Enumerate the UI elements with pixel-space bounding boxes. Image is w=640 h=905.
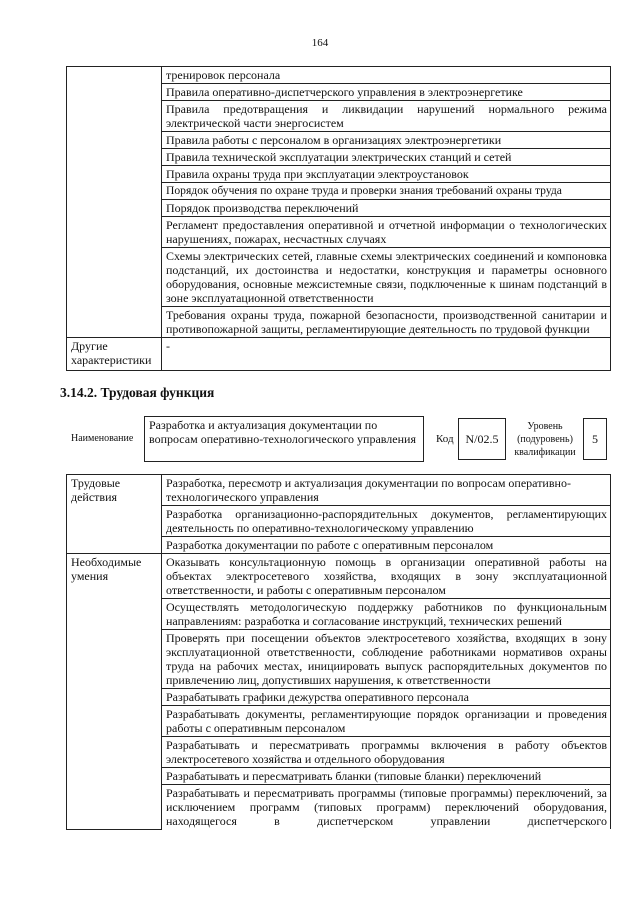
function-name: Разработка и актуализация документации по вопросам оперативно-технологического управления — [149, 418, 416, 446]
code-box — [458, 418, 506, 460]
table-row: Схемы электрических сетей, главные схемы электрических соединений и компоновка подстанций, их достоинства и недостатки, конструкция и параметры основного оборудования, основные межсистемные связи, подключенные к шинам подстанций в зоне эксплуатационной ответственности — [162, 248, 611, 307]
section-title: 3.14.2. Трудовая функция — [60, 385, 215, 400]
table-row: Разработка, пересмотр и актуализация документации по вопросам оперативно-технологического управления — [162, 475, 611, 506]
skills-label: Необходимые умения — [67, 554, 162, 830]
table-row: Порядок обучения по охране труда и проверки знания требований охраны труда — [162, 183, 611, 200]
table-row: Разработка организационно-распорядительных документов, регламентирующих деятельность по оперативно-технологическому управлению — [162, 506, 611, 537]
table-row: Правила технической эксплуатации электрических станций и сетей — [162, 149, 611, 166]
level-value: 5 — [592, 432, 598, 446]
table-row: Оказывать консультационную помощь в организации оперативной работы на объектах электросетевого хозяйства, входящих в зону эксплуатационной ответственности, и работы с оперативным персоналом — [162, 554, 611, 599]
table-row: Правила предотвращения и ликвидации нарушений нормального режима электрической части энергосистем — [162, 101, 611, 132]
table-row: Порядок производства переключений — [162, 200, 611, 217]
page-number: 164 — [311, 37, 329, 49]
table-row: Разрабатывать графики дежурства оперативного персонала — [162, 689, 611, 706]
level-box — [583, 418, 607, 460]
name-label: Наименование — [71, 433, 134, 444]
table-row: Правила охраны труда при эксплуатации электроустановок — [162, 166, 611, 183]
table-row: Осуществлять методологическую поддержку работников по функциональным направлениям: разработка и согласование инструкций, технических решений — [162, 599, 611, 630]
table-cell-empty — [67, 67, 162, 338]
function-name-box — [144, 416, 424, 462]
table-row: Разрабатывать и пересматривать программы включения в работу объектов электросетевого хозяйства и отдельного оборудования — [162, 737, 611, 768]
code-label: Код — [436, 433, 454, 445]
labor-actions-label: Трудовые действия — [67, 475, 162, 554]
table-row: Правила оперативно-диспетчерского управления в электроэнергетике — [162, 84, 611, 101]
table-row: Разрабатывать и пересматривать бланки (типовые бланки) переключений — [162, 768, 611, 785]
other-characteristics-label: Другие характеристики — [67, 338, 162, 371]
knowledge-table — [66, 66, 611, 371]
table-row: Разрабатывать документы, регламентирующие порядок организации и проведения работы с оперативным персоналом — [162, 706, 611, 737]
code-value: N/02.5 — [465, 432, 499, 446]
table-row: Проверять при посещении объектов электросетевого хозяйства, входящих в зону эксплуатационной ответственности, соблюдение работниками нормативов охраны труда на рабочих местах, инициировать выпуск распорядительных документов по привлечению лиц, допустивших нарушения, к ответственности — [162, 630, 611, 689]
labor-function-table — [66, 474, 611, 830]
table-row: Регламент предоставления оперативной и отчетной информации о технологических нарушениях, пожарах, несчастных случаях — [162, 217, 611, 248]
table-row: Требования охраны труда, пожарной безопасности, производственной санитарии и противопожарной защиты, регламентирующие деятельность по трудовой функции — [162, 307, 611, 338]
table-row: тренировок персонала — [162, 67, 611, 84]
other-characteristics-value: - — [162, 338, 611, 371]
table-row: Разрабатывать и пересматривать программы (типовые программы) переключений, за исключением программ (типовых программ) переключений оборудования, находящегося в диспетчерском управлении диспетчерского — [162, 785, 611, 830]
table-row: Разработка документации по работе с оперативным персоналом — [162, 537, 611, 554]
level-label: Уровень (подуровень) квалификации — [514, 421, 576, 458]
table-row: Правила работы с персоналом в организациях электроэнергетики — [162, 132, 611, 149]
